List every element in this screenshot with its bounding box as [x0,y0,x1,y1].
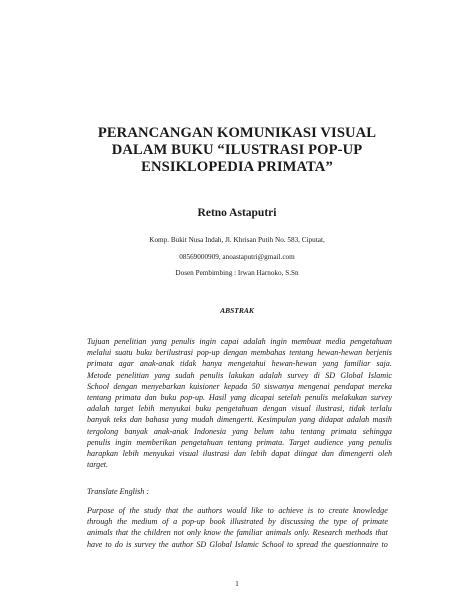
word: pop-up [196,348,220,358]
word: to [267,506,274,515]
word: 50 [251,381,260,391]
word: Islamic [368,370,392,380]
word: bahasa [145,415,169,425]
word: to [381,539,388,549]
word: of [118,506,125,515]
word: pengetahuan [181,437,223,447]
translation-line [87,505,388,516]
word: the [321,539,332,549]
word: Hasil [208,393,227,403]
word: achieve [278,506,304,515]
author-address: Komp. Bukit Nusa Indah, Jl. Khrisan Putih No. 583, Ciputat, [149,236,325,244]
word: dengan [223,348,248,358]
word: anak-anak [153,426,189,436]
word: dimengerti. [216,415,254,425]
word: didapat [318,415,344,425]
word: menyukai [143,449,175,459]
word: primata [87,359,113,369]
abstract-body [87,336,392,470]
word: lakukan [228,370,255,380]
translate-label: Translate English : [87,487,150,496]
word: belum [254,426,274,436]
word: authors [197,506,223,515]
word: adalah [259,370,282,380]
word: penelitian [116,370,149,380]
title-line: PERANCANGAN KOMUNIKASI VISUAL [97,125,377,141]
word: SD [325,370,336,380]
word: pop-up. [180,393,206,403]
abstract-heading: ABSTRAK [220,306,254,315]
word: penulis [304,393,329,403]
page-number: 1 [235,579,239,588]
word: spread [296,539,319,549]
word: ilustrasi, [315,404,345,414]
word: primata [115,393,141,403]
word: that [165,506,179,515]
word: sudah [175,370,195,380]
word: penulis [171,337,195,346]
word: discussing [280,517,315,527]
word: a [173,517,178,527]
word: banyak [124,426,148,436]
word: visual [291,404,311,414]
word: yang [232,426,248,436]
word: menyebarkan [141,381,186,391]
word: book [209,517,226,527]
word: dimengerti [338,449,374,459]
word: knowledge [353,506,388,515]
word: Purpose [87,506,114,515]
word: have [87,539,103,549]
word: like [251,506,263,515]
word: the [158,539,169,549]
word: tentang [289,348,314,358]
word: the [182,506,193,515]
word: is [125,539,132,549]
word: buku [136,348,152,358]
title-line: DALAM BUKU “ILUSTRASI POP-UP [111,142,363,158]
word: Kesimpulan [257,415,296,425]
word: tidak [349,404,366,414]
word: study [144,506,162,515]
abstract-line [87,426,392,437]
word: penelitian [114,337,147,346]
word: by [268,517,276,527]
word: tergolong [87,426,119,436]
word: to [317,506,325,515]
word: children [143,528,171,538]
word: capai [220,337,239,346]
word: Islamic [234,539,259,549]
paper-title [60,125,414,176]
word: only. [294,528,310,538]
word: Tujuan [87,337,110,346]
word: lebih [250,449,267,459]
word: yang [299,415,316,425]
word: suatu [114,348,133,358]
word: survey [370,393,392,403]
word: Indonesia [194,426,227,436]
word: tidak [180,359,197,369]
word: penulis [87,437,111,447]
abstract-line: target. [87,460,109,470]
word: lebih [122,449,139,459]
word: School [87,381,110,391]
translation-line [87,539,388,550]
word: pendapat [333,381,365,391]
word: survey [287,370,309,380]
abstract-line [87,414,392,425]
word: yang [348,437,364,447]
word: berilustrasi [155,348,193,358]
word: would [226,506,247,515]
author-contact: 08569000909, anoastaputri@gmail.com [179,253,295,261]
word: not [173,528,184,538]
word: animals [265,528,292,538]
translation-body [87,505,388,550]
word: dan [321,449,334,459]
word: setelah [277,393,301,403]
abstract-line [87,403,392,414]
word: mengetahui [227,359,266,369]
word: primata [330,426,357,436]
word: target [114,404,134,414]
word: adalah [346,415,370,425]
word: adalah [87,404,110,414]
word: banyak [87,415,111,425]
abstract-line [87,392,392,403]
word: mereka [368,381,392,391]
word: siswanya [264,381,294,391]
word: dan [233,449,246,459]
word: menyukai [159,404,191,414]
word: the [117,517,127,527]
abstract-line [87,448,392,459]
word: media [325,337,346,346]
word: Research [312,528,343,538]
word: yang [151,337,167,346]
word: ingin [199,337,217,346]
word: dan [144,393,157,403]
author-name: Retno Astaputri [197,207,277,219]
word: melalui [87,348,112,358]
title-line: ENSIKLOPEDIA PRIMATA” [141,159,333,175]
word: to [286,539,294,549]
translation-line [87,527,388,538]
word: yang [154,370,170,380]
word: of [351,517,359,527]
word: to [105,539,112,549]
word: harapkan [87,449,119,459]
abstract-line [87,347,392,358]
word: kuisioner [189,381,220,391]
word: questionnaire [334,539,379,549]
word: teks [113,415,127,425]
word: tentang [300,426,325,436]
word: medium [131,517,158,527]
word: pengetahuan [216,404,258,414]
word: only [186,528,201,538]
word: familiar [236,528,263,538]
word: that [115,528,129,538]
word: dapat [271,449,290,459]
word: buku [160,393,177,403]
abstract-line [87,437,392,448]
word: Target [288,437,310,447]
word: primate [362,517,388,527]
word: audience [314,437,344,447]
word: that [375,528,388,538]
word: hanya [202,359,222,369]
word: membuat [291,337,322,346]
word: type [333,517,347,527]
word: saja. [376,359,392,369]
word: oleh [378,449,392,459]
word: create [328,506,349,515]
word: ingin [115,437,132,447]
word: of [162,517,169,527]
word: hewan-hewan [271,359,317,369]
supervisor-line: Dosen Pembimbing : Irwan Harnoko, S.Sn [175,269,299,277]
word: primata. [256,437,285,447]
abstract-line [87,370,392,381]
word: School [261,539,284,549]
word: penulis [368,437,392,447]
word: dicapai [249,393,275,403]
word: is [307,506,314,515]
word: survey [134,539,156,549]
word: Global [340,370,363,380]
abstract-line [87,336,392,347]
abstract-line [87,381,392,392]
word: Metode [87,370,112,380]
word: the [223,528,234,538]
word: anak-anak [139,359,175,369]
word: yang [172,415,188,425]
word: visual [178,449,199,459]
word: dengan [113,381,138,391]
word: animals [87,528,113,538]
word: the [131,528,141,538]
word: masih [372,415,392,425]
word: memberikan [136,437,177,447]
word: tentang [227,437,252,447]
word: Global [209,539,232,549]
word: pop-up [181,517,205,527]
word: adalah [243,337,266,346]
word: tentang [87,393,112,403]
word: pengetahuan [350,337,392,346]
word: dan [129,415,142,425]
word: hewan-hewan [317,348,363,358]
word: the [129,506,140,515]
word: yang [322,359,339,369]
translation-line [87,516,388,527]
word: yang [230,393,246,403]
word: SD [196,539,207,549]
word: diingat [294,449,318,459]
word: agar [118,359,134,369]
word: terlalu [370,404,392,414]
word: melakukan [331,393,367,403]
word: mudah [191,415,214,425]
word: sehingga [362,426,392,436]
word: familiar [344,359,371,369]
word: tahu [280,426,295,436]
word: the [318,517,329,527]
word: dengan [262,404,287,414]
word: buku [195,404,212,414]
word: ingin [270,337,287,346]
word: ilustrasi [202,449,230,459]
word: author [171,539,194,549]
word: through [87,517,113,527]
word: know [203,528,221,538]
word: illustrated [230,517,264,527]
abstract-line [87,358,392,369]
word: berjenis [365,348,392,358]
word: lebih [138,404,155,414]
word: methods [345,528,373,538]
word: membahas [250,348,286,358]
word: do [114,539,123,549]
word: mengenai [298,381,330,391]
word: penulis [199,370,224,380]
word: kepada [223,381,248,391]
word: di [313,370,320,380]
